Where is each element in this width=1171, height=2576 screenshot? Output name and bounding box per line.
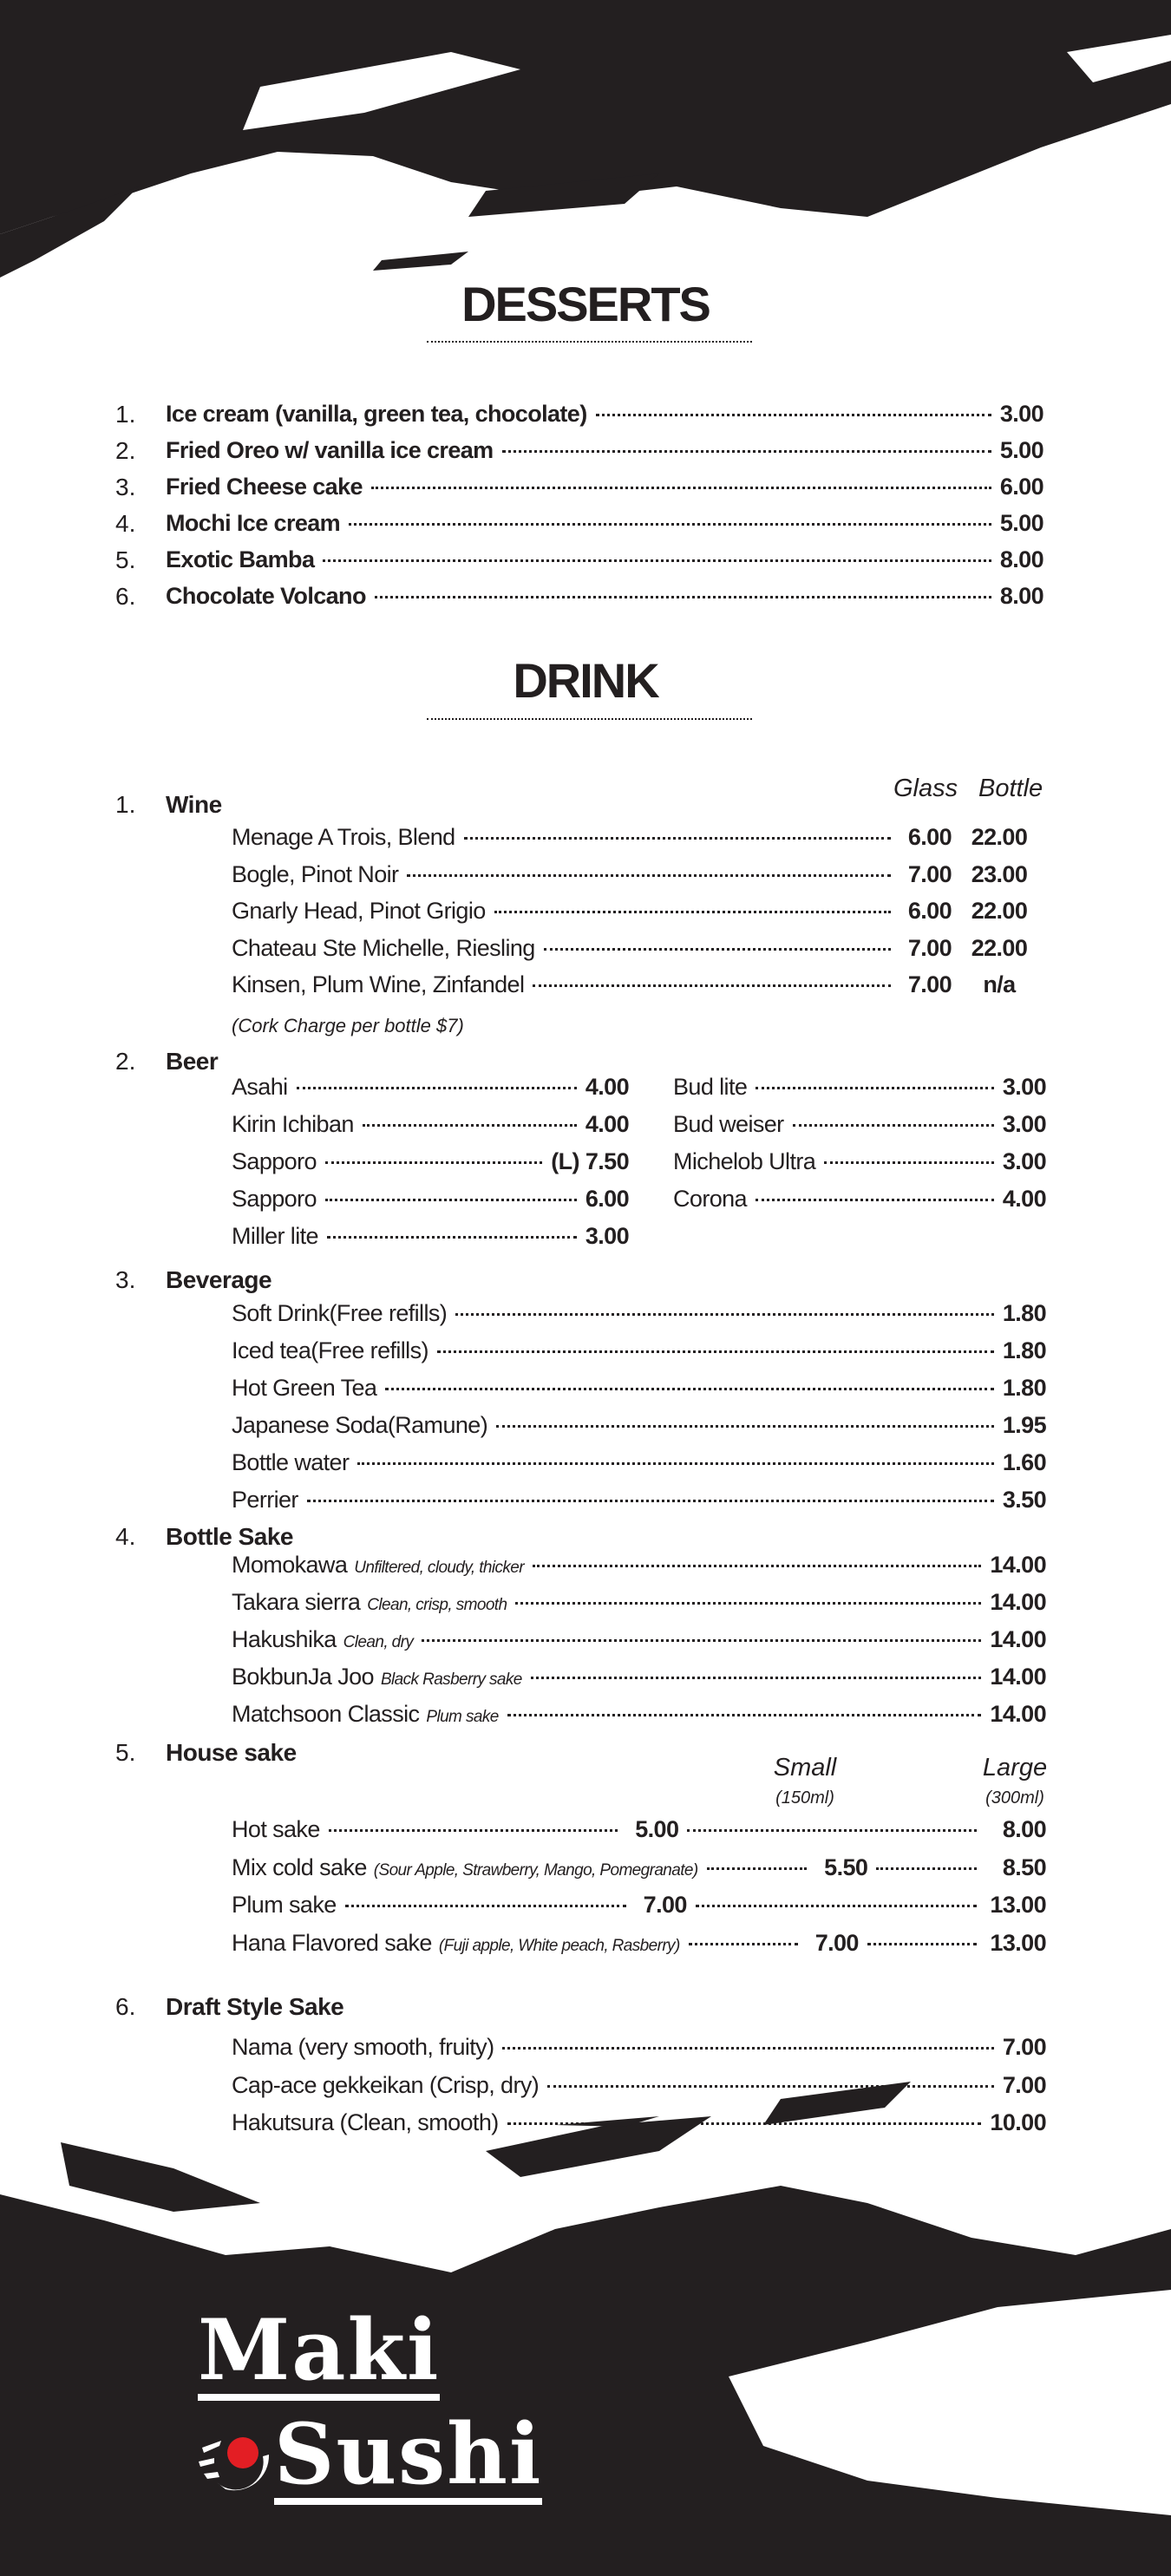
menu-item-row: [232, 1148, 629, 1185]
menu-item-row: [232, 2072, 1046, 2109]
menu-item-row: [232, 1816, 1046, 1853]
glass-price: 7.00: [907, 971, 952, 997]
bottle-price: n/a: [983, 971, 1016, 997]
small-price: 7.00: [643, 1892, 687, 1918]
section-number: 5.: [115, 1739, 136, 1766]
menu-item-row: [232, 1449, 1046, 1486]
beverage-name: Japanese Soda(Ramune): [232, 1412, 488, 1438]
house-sake-description: (Fuji apple, White peach, Rasberry): [438, 1936, 680, 1955]
beverage-price: 3.50: [1002, 1487, 1046, 1513]
menu-item-row: [232, 824, 1047, 860]
glass-price: 7.00: [907, 860, 952, 887]
dot-leader: [385, 1388, 994, 1390]
wine-name: Gnarly Head, Pinot Grigio: [232, 898, 486, 924]
dot-leader: [327, 1236, 577, 1239]
menu-item-row: [232, 1589, 1046, 1625]
menu-item-row: [232, 1854, 1046, 1891]
item-name: Exotic Bamba: [166, 546, 315, 572]
desserts-title: DESSERTS: [461, 277, 710, 331]
dot-leader: [544, 948, 891, 951]
sake-name: BokbunJa Joo: [232, 1664, 374, 1690]
bottle-price: 22.00: [971, 934, 1028, 961]
dot-leader: [375, 596, 991, 598]
menu-item-row: [232, 1552, 1046, 1588]
item-price: 8.00: [999, 546, 1043, 572]
menu-item-row: [166, 546, 1043, 583]
sake-description: Clean, dry: [343, 1633, 414, 1651]
beverage-name: Hot Green Tea: [232, 1375, 377, 1401]
menu-item-row: [232, 935, 1047, 971]
sake-price: 14.00: [990, 1552, 1046, 1578]
item-price: 5.00: [999, 510, 1043, 536]
bottle-price: 22.00: [971, 824, 1028, 850]
dot-leader: [707, 1867, 808, 1870]
menu-item-row: [232, 1892, 1046, 1928]
dot-leader: [502, 450, 991, 453]
item-number: 6.: [115, 583, 136, 610]
dot-leader: [325, 1161, 542, 1164]
menu-item-row: [232, 1487, 1046, 1523]
menu-item-row: [673, 1148, 1046, 1185]
menu-item-row: [232, 1300, 1046, 1337]
menu-item-row: [232, 1186, 629, 1222]
bottle-price: 23.00: [971, 860, 1028, 887]
beer-price: 3.00: [585, 1223, 629, 1249]
item-name: Fried Cheese cake: [166, 474, 363, 500]
dot-leader: [407, 874, 891, 877]
menu-item-row: [232, 2034, 1046, 2070]
menu-item-row: [232, 1412, 1046, 1448]
dot-leader: [323, 559, 991, 562]
beer-heading: Beer: [166, 1048, 219, 1075]
beer-price: (L) 7.50: [551, 1148, 629, 1174]
bottle-column-header: Bottle: [978, 775, 1043, 802]
dot-leader: [507, 2122, 982, 2125]
dot-leader: [422, 1639, 981, 1642]
sake-price: 14.00: [990, 1664, 1046, 1690]
sushi-roll-logo-icon: [195, 2429, 282, 2498]
menu-item-row: [166, 437, 1043, 474]
menu-item-row: [232, 971, 1047, 1008]
beer-price: 4.00: [1002, 1186, 1046, 1212]
dot-leader: [824, 1161, 994, 1164]
large-price: 13.00: [990, 1892, 1046, 1918]
beverage-name: Perrier: [232, 1487, 298, 1513]
house-sake-name: Mix cold sake: [232, 1854, 367, 1880]
house-sake-name: Hot sake: [232, 1816, 320, 1842]
item-name: Chocolate Volcano: [166, 583, 366, 609]
dot-leader: [357, 1462, 993, 1465]
section-number: 4.: [115, 1523, 136, 1550]
dot-leader: [329, 1829, 618, 1832]
beverage-name: Bottle water: [232, 1449, 350, 1475]
item-name: Mochi Ice cream: [166, 510, 341, 536]
wine-name: Menage A Trois, Blend: [232, 824, 455, 850]
menu-item-row: [166, 510, 1043, 546]
wine-name: Kinsen, Plum Wine, Zinfandel: [232, 971, 525, 997]
dot-leader: [507, 1714, 982, 1716]
beverage-price: 1.80: [1002, 1375, 1046, 1401]
beer-name: Kirin Ichiban: [232, 1111, 354, 1137]
item-price: 8.00: [999, 583, 1043, 609]
dot-leader: [547, 2085, 994, 2088]
dot-leader: [756, 1087, 994, 1089]
section-number: 3.: [115, 1266, 136, 1293]
dot-leader: [502, 2047, 993, 2050]
drink-title: DRINK: [513, 653, 658, 708]
logo-maki: Maki: [198, 2301, 441, 2399]
draft-sake-heading: Draft Style Sake: [166, 1993, 344, 2020]
glass-column-header: Glass: [893, 775, 958, 802]
dot-leader: [496, 1425, 994, 1428]
menu-item-row: [166, 401, 1043, 437]
dot-leader: [756, 1199, 994, 1201]
bottle-sake-heading: Bottle Sake: [166, 1523, 293, 1550]
item-number: 4.: [115, 510, 136, 537]
menu-item-row: [673, 1074, 1046, 1110]
dot-leader: [596, 414, 991, 416]
wine-heading: Wine: [166, 791, 222, 818]
menu-item-row: [232, 1701, 1046, 1737]
item-name: Fried Oreo w/ vanilla ice cream: [166, 437, 494, 463]
beer-name: Sapporo: [232, 1148, 317, 1174]
house-sake-name: Plum sake: [232, 1892, 337, 1918]
dot-leader: [876, 1867, 977, 1870]
dot-leader: [345, 1905, 626, 1907]
beer-price: 6.00: [585, 1186, 629, 1212]
sake-description: Unfiltered, cloudy, thicker: [354, 1559, 524, 1577]
sake-description: Clean, crisp, smooth: [367, 1596, 507, 1614]
house-sake-description: (Sour Apple, Strawberry, Mango, Pomegranate): [373, 1860, 698, 1880]
dot-leader: [297, 1087, 577, 1089]
sake-description: Plum sake: [426, 1708, 499, 1726]
beer-name: Corona: [673, 1186, 747, 1212]
small-price: 7.00: [814, 1929, 859, 1956]
sake-name: Momokawa: [232, 1552, 348, 1578]
menu-item-row: [232, 1930, 1046, 1966]
menu-item-row: [232, 1337, 1046, 1374]
small-column-header: Small: [773, 1754, 837, 1782]
draft-sake-price: 7.00: [1002, 2034, 1046, 2060]
dot-leader: [533, 984, 891, 987]
dot-leader: [363, 1124, 577, 1127]
menu-item-row: [166, 474, 1043, 510]
draft-sake-price: 10.00: [990, 2109, 1046, 2135]
menu-item-row: [232, 861, 1047, 898]
beverage-price: 1.80: [1002, 1300, 1046, 1326]
beverage-heading: Beverage: [166, 1266, 272, 1293]
menu-item-row: [232, 1074, 629, 1110]
desserts-underline: [427, 341, 752, 343]
menu-item-row: [232, 1223, 629, 1259]
dot-leader: [696, 1905, 977, 1907]
dot-leader: [494, 911, 891, 913]
dot-leader: [464, 837, 891, 840]
wine-name: Chateau Ste Michelle, Riesling: [232, 934, 535, 961]
large-price: 8.50: [1002, 1854, 1047, 1880]
dot-leader: [687, 1829, 977, 1832]
menu-item-row: [232, 1664, 1046, 1700]
item-number: 5.: [115, 546, 136, 573]
menu-item-row: [232, 1375, 1046, 1411]
draft-sake-price: 7.00: [1002, 2071, 1046, 2098]
drink-underline: [427, 718, 752, 720]
dot-leader: [689, 1943, 798, 1945]
beverage-price: 1.95: [1002, 1412, 1046, 1438]
menu-item-row: [232, 898, 1047, 934]
section-number: 1.: [115, 791, 136, 818]
sake-price: 14.00: [990, 1626, 1046, 1652]
dot-leader: [455, 1313, 994, 1316]
small-price: 5.00: [635, 1816, 679, 1842]
beer-price: 3.00: [1002, 1148, 1046, 1174]
beer-price: 3.00: [1002, 1111, 1046, 1137]
draft-sake-name: Hakutsura (Clean, smooth): [232, 2109, 499, 2135]
dot-leader: [371, 487, 991, 489]
beer-name: Miller lite: [232, 1223, 318, 1249]
beer-name: Sapporo: [232, 1186, 317, 1212]
glass-price: 7.00: [907, 934, 952, 961]
dot-leader: [531, 1677, 982, 1679]
sake-name: Matchsoon Classic: [232, 1701, 420, 1727]
dot-leader: [533, 1565, 981, 1567]
glass-price: 6.00: [907, 824, 952, 850]
large-price: 8.00: [1002, 1816, 1046, 1842]
sake-name: Hakushika: [232, 1626, 337, 1652]
sake-price: 14.00: [990, 1701, 1046, 1727]
dot-leader: [793, 1124, 994, 1127]
logo-sushi: Sushi: [274, 2405, 543, 2503]
menu-item-row: [673, 1111, 1046, 1147]
dot-leader: [307, 1500, 994, 1502]
beer-name: Michelob Ultra: [673, 1148, 816, 1174]
beer-name: Asahi: [232, 1074, 288, 1100]
dot-leader: [867, 1943, 977, 1945]
draft-sake-name: Nama (very smooth, fruity): [232, 2034, 494, 2060]
large-price: 13.00: [990, 1929, 1046, 1956]
item-price: 6.00: [999, 474, 1043, 500]
menu-item-row: [232, 1111, 629, 1147]
dot-leader: [437, 1350, 994, 1353]
beer-price: 4.00: [585, 1111, 629, 1137]
beverage-name: Iced tea(Free refills): [232, 1337, 428, 1363]
beer-price: 3.00: [1002, 1074, 1046, 1100]
small-price: 5.50: [824, 1854, 868, 1880]
item-price: 3.00: [999, 401, 1043, 427]
small-size-label: (150ml): [775, 1788, 834, 1808]
sake-name: Takara sierra: [232, 1589, 361, 1615]
menu-item-row: [232, 2109, 1046, 2146]
sake-description: Black Rasberry sake: [380, 1670, 522, 1689]
beverage-name: Soft Drink(Free refills): [232, 1300, 448, 1326]
beer-name: Bud weiser: [673, 1111, 784, 1137]
menu-item-row: [232, 1626, 1046, 1663]
glass-price: 6.00: [907, 898, 952, 924]
wine-name: Bogle, Pinot Noir: [232, 860, 399, 887]
item-name: Ice cream (vanilla, green tea, chocolate): [166, 401, 587, 427]
beer-price: 4.00: [585, 1074, 629, 1100]
menu-item-row: [166, 583, 1043, 619]
house-sake-name: Hana Flavored sake: [232, 1929, 432, 1956]
item-number: 2.: [115, 437, 136, 464]
beer-name: Bud lite: [673, 1074, 748, 1100]
house-sake-heading: House sake: [166, 1739, 297, 1766]
item-number: 3.: [115, 474, 136, 500]
item-number: 1.: [115, 401, 136, 428]
item-price: 5.00: [999, 437, 1043, 463]
cork-charge-note: (Cork Charge per bottle $7): [232, 1015, 464, 1036]
large-size-label: (300ml): [985, 1788, 1044, 1808]
section-number: 2.: [115, 1048, 136, 1075]
bottle-price: 22.00: [971, 898, 1028, 924]
beverage-price: 1.60: [1002, 1449, 1046, 1475]
dot-leader: [325, 1199, 577, 1201]
menu-item-row: [673, 1186, 1046, 1222]
draft-sake-name: Cap-ace gekkeikan (Crisp, dry): [232, 2071, 540, 2098]
large-column-header: Large: [982, 1754, 1048, 1782]
dot-leader: [515, 1602, 981, 1605]
dot-leader: [349, 523, 991, 526]
section-number: 6.: [115, 1993, 136, 2020]
sake-price: 14.00: [990, 1589, 1046, 1615]
beverage-price: 1.80: [1002, 1337, 1046, 1363]
